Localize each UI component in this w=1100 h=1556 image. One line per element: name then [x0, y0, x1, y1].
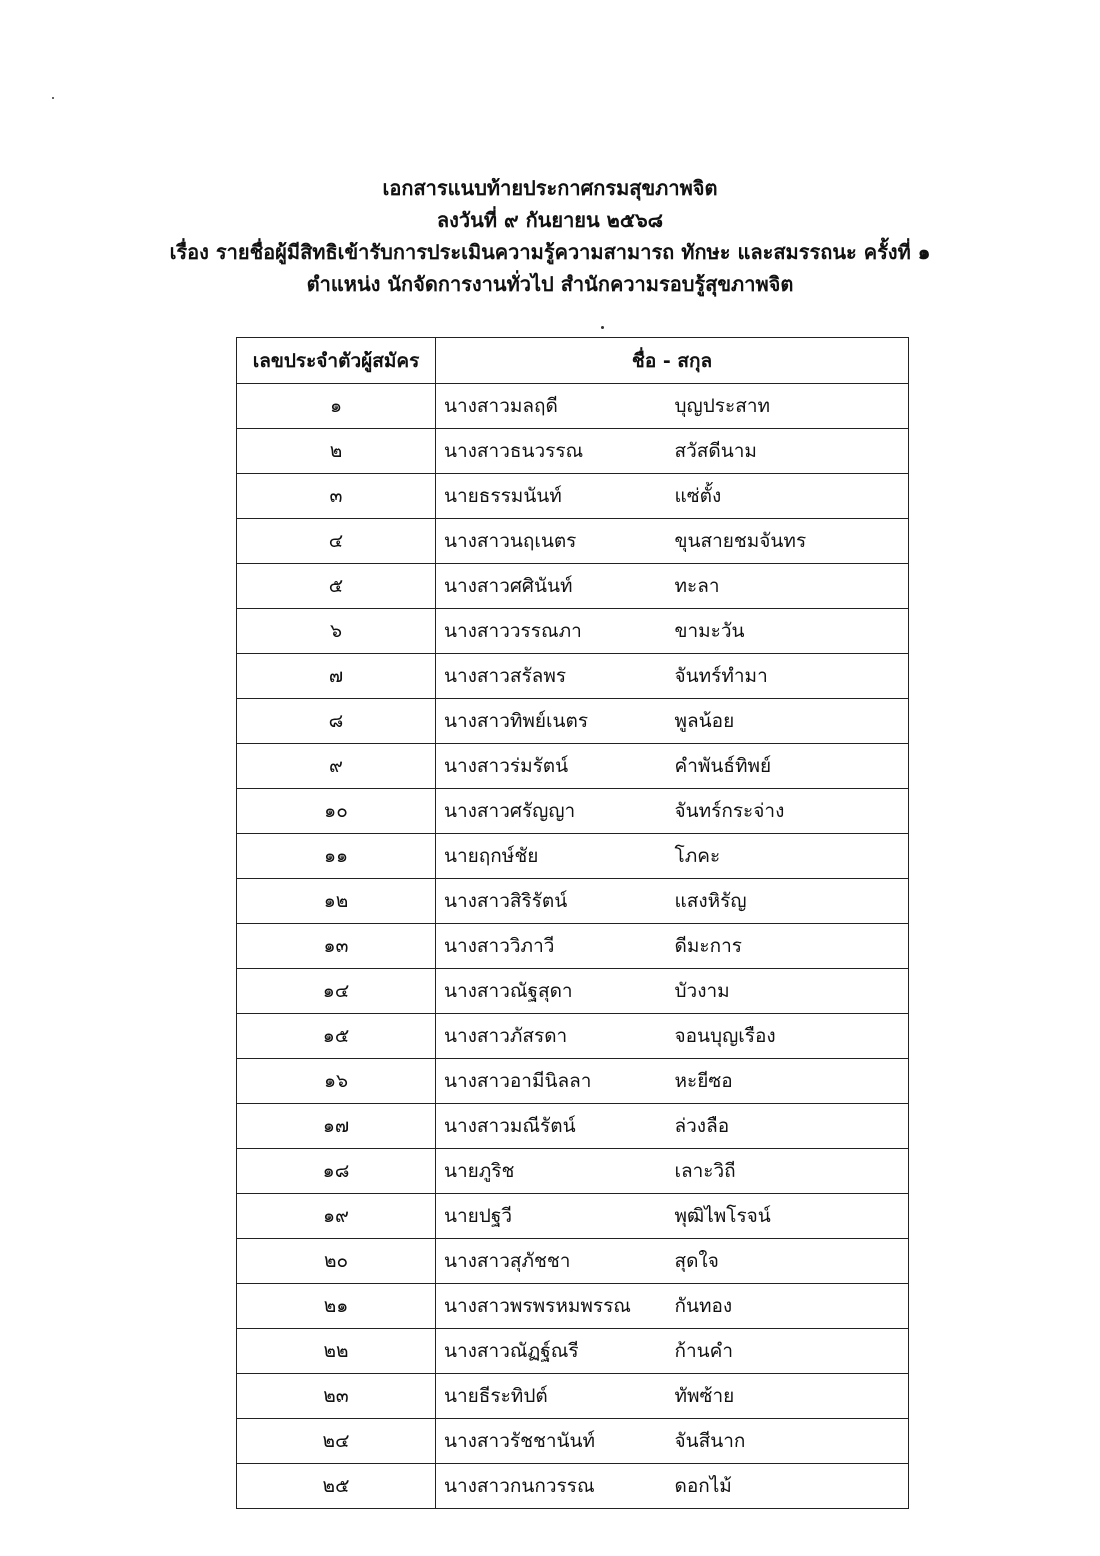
candidate-id: ๘: [237, 699, 436, 744]
candidate-last-name: คำพันธ์ทิพย์: [669, 744, 909, 789]
candidate-last-name: ก้านคำ: [669, 1329, 909, 1374]
table-row: [237, 429, 909, 474]
column-header-name: ชื่อ - สกุล: [436, 338, 909, 384]
candidate-id: ๑๔: [237, 969, 436, 1014]
header-title: เอกสารแนบท้ายประกาศกรมสุขภาพจิต: [382, 176, 718, 200]
table-row: [237, 1239, 909, 1284]
candidate-first-name: นางสาวศรัญญา: [436, 789, 669, 834]
table-row: [237, 699, 909, 744]
candidate-last-name: ขุนสายชมจันทร: [669, 519, 909, 564]
candidate-first-name: นายภูริช: [436, 1149, 669, 1194]
table-header-row: [237, 338, 909, 384]
candidate-id: ๖: [237, 609, 436, 654]
table-row: [237, 1284, 909, 1329]
candidate-first-name: นางสาวกนกวรรณ: [436, 1464, 669, 1509]
candidate-id: ๒๑: [237, 1284, 436, 1329]
candidate-first-name: นางสาวธนวรรณ: [436, 429, 669, 474]
candidate-first-name: นางสาวนฤเนตร: [436, 519, 669, 564]
candidate-last-name: จันทร์ทำมา: [669, 654, 909, 699]
document-header: [0, 172, 1100, 300]
candidate-table: [236, 337, 909, 1509]
table-row: [237, 564, 909, 609]
table-row: [237, 879, 909, 924]
candidate-last-name: สวัสดีนาม: [669, 429, 909, 474]
candidate-first-name: นางสาวรัชชานันท์: [436, 1419, 669, 1464]
candidate-id: ๑: [237, 384, 436, 429]
candidate-last-name: ขามะวัน: [669, 609, 909, 654]
candidate-last-name: บัวงาม: [669, 969, 909, 1014]
candidate-last-name: จอนบุญเรือง: [669, 1014, 909, 1059]
candidate-id: ๑๑: [237, 834, 436, 879]
candidate-last-name: จันทร์กระจ่าง: [669, 789, 909, 834]
candidate-id: ๑๖: [237, 1059, 436, 1104]
candidate-first-name: นางสาวณัฏฐ์ณรี: [436, 1329, 669, 1374]
table-row: [237, 744, 909, 789]
table-row: [237, 1149, 909, 1194]
candidate-id: ๑๙: [237, 1194, 436, 1239]
candidate-id: ๑๓: [237, 924, 436, 969]
candidate-last-name: เลาะวิถี: [669, 1149, 909, 1194]
candidate-last-name: จันสีนาก: [669, 1419, 909, 1464]
table-row: [237, 1329, 909, 1374]
candidate-first-name: นางสาวพรพรหมพรรณ: [436, 1284, 669, 1329]
header-date: ลงวันที่ ๙ กันยายน ๒๕๖๘: [436, 208, 664, 232]
candidate-last-name: ดีมะการ: [669, 924, 909, 969]
candidate-id: ๑๗: [237, 1104, 436, 1149]
candidate-first-name: นางสาวอามีนิลลา: [436, 1059, 669, 1104]
table-row: [237, 654, 909, 699]
candidate-first-name: นางสาวศศินันท์: [436, 564, 669, 609]
candidate-last-name: โภคะ: [669, 834, 909, 879]
candidate-id: ๙: [237, 744, 436, 789]
candidate-first-name: นางสาวณัฐสุดา: [436, 969, 669, 1014]
candidate-last-name: แสงหิรัญ: [669, 879, 909, 924]
table-row: [237, 1464, 909, 1509]
candidate-first-name: นางสาวภัสรดา: [436, 1014, 669, 1059]
table-row: [237, 834, 909, 879]
candidate-last-name: ล่วงลือ: [669, 1104, 909, 1149]
candidate-first-name: นายปฐวี: [436, 1194, 669, 1239]
candidate-first-name: นางสาววิภาวี: [436, 924, 669, 969]
header-subject: เรื่อง รายชื่อผู้มีสิทธิเข้ารับการประเมินความรู้ความสามารถ ทักษะ และสมรรถนะ ครั้งที่ ๑: [169, 240, 931, 264]
candidate-first-name: นายธรรมนันท์: [436, 474, 669, 519]
candidate-last-name: หะยีซอ: [669, 1059, 909, 1104]
candidate-first-name: นางสาวสิริรัตน์: [436, 879, 669, 924]
candidate-last-name: พุฒิไพโรจน์: [669, 1194, 909, 1239]
candidate-first-name: นางสาววรรณภา: [436, 609, 669, 654]
candidate-id: ๒๓: [237, 1374, 436, 1419]
table-row: [237, 474, 909, 519]
table-row: [237, 1059, 909, 1104]
candidate-first-name: นายธีระทิปต์: [436, 1374, 669, 1419]
candidate-id: ๒๔: [237, 1419, 436, 1464]
table-row: [237, 1419, 909, 1464]
candidate-last-name: ทัพซ้าย: [669, 1374, 909, 1419]
table-row: [237, 1374, 909, 1419]
table-body: [237, 384, 909, 1509]
candidate-first-name: นางสาวมณีรัตน์: [436, 1104, 669, 1149]
table-row: [237, 609, 909, 654]
candidate-id: ๑๐: [237, 789, 436, 834]
candidate-first-name: นางสาวมลฤดี: [436, 384, 669, 429]
candidate-last-name: ทะลา: [669, 564, 909, 609]
candidate-last-name: พูลน้อย: [669, 699, 909, 744]
candidate-first-name: นายฤกษ์ชัย: [436, 834, 669, 879]
candidate-first-name: นางสาวทิพย์เนตร: [436, 699, 669, 744]
table-row: [237, 519, 909, 564]
candidate-id: ๒๕: [237, 1464, 436, 1509]
table-row: [237, 1104, 909, 1149]
table-row: [237, 384, 909, 429]
candidate-last-name: ดอกไม้: [669, 1464, 909, 1509]
candidate-last-name: แซ่ตั้ง: [669, 474, 909, 519]
candidate-id: ๔: [237, 519, 436, 564]
candidate-first-name: นางสาวร่มรัตน์: [436, 744, 669, 789]
candidate-id: ๑๘: [237, 1149, 436, 1194]
candidate-id: ๗: [237, 654, 436, 699]
header-position: ตำแหน่ง นักจัดการงานทั่วไป สำนักความรอบรู้สุขภาพจิต: [306, 272, 794, 296]
candidate-first-name: นางสาวสรัลพร: [436, 654, 669, 699]
candidate-id: ๒๐: [237, 1239, 436, 1284]
candidate-id: ๑๒: [237, 879, 436, 924]
table-row: [237, 969, 909, 1014]
candidate-id: ๑๕: [237, 1014, 436, 1059]
candidate-first-name: นางสาวสุภัชชา: [436, 1239, 669, 1284]
candidate-id: ๕: [237, 564, 436, 609]
table-row: [237, 924, 909, 969]
candidate-last-name: บุญประสาท: [669, 384, 909, 429]
candidate-id: ๓: [237, 474, 436, 519]
candidate-last-name: กันทอง: [669, 1284, 909, 1329]
column-header-id: เลขประจำตัวผู้สมัคร: [237, 338, 436, 384]
table-row: [237, 1014, 909, 1059]
table-row: [237, 789, 909, 834]
table-row: [237, 1194, 909, 1239]
scan-speck: [52, 97, 54, 99]
candidate-last-name: สุดใจ: [669, 1239, 909, 1284]
candidate-id: ๒: [237, 429, 436, 474]
scan-speck: [601, 326, 604, 329]
candidate-id: ๒๒: [237, 1329, 436, 1374]
